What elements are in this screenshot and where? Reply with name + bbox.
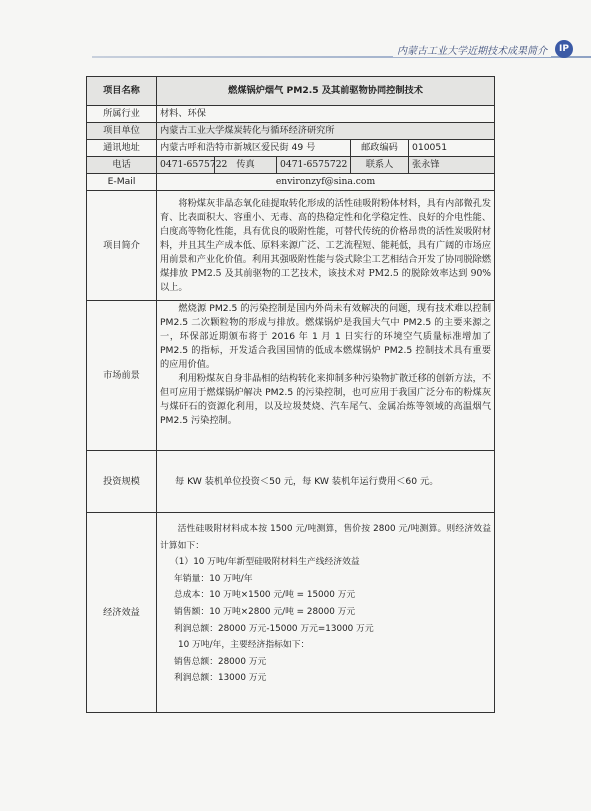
econ-line: 年销量：10 万吨/年 <box>174 573 253 584</box>
invest-label: 投资规模 <box>87 451 157 513</box>
address-row <box>87 140 495 157</box>
contact-value: 张永锋 <box>409 157 495 174</box>
postcode-label: 邮政编码 <box>351 140 409 157</box>
econ-line: 销售额：10 万吨×2800 元/吨 = 28000 万元 <box>174 606 356 617</box>
phone-label: 电话 <box>87 157 157 174</box>
market-cell <box>157 301 495 451</box>
unit-row <box>87 123 495 140</box>
econ-row <box>87 513 495 713</box>
market-paragraph-1: 燃烧源 PM2.5 的污染控制是国内外尚未有效解决的问题，现有技术难以控制 PM2.5 二次颗粒物的形成与排放。燃煤锅炉是我国大气中 PM2.5 的主要来源之一，环保部近期颁布将于 2016 年 1 月 1 日实行的环境空气质量标准增加了 PM2.5 的指标，开发适合我国国情的低成本燃煤锅炉 PM2.5 控制技术具有重要的应用价值。 <box>160 303 492 370</box>
email-value: environzyf@sina.com <box>157 174 495 191</box>
econ-line: 利润总额：13000 万元 <box>174 673 267 684</box>
postcode-value: 010051 <box>409 140 495 157</box>
project-info-table <box>86 76 495 713</box>
intro-text: 将粉煤灰非晶态氧化硅提取转化形成的活性硅吸附粉体材料，具有内部微孔发育、比表面积大、容重小、无毒、高的热稳定性和化学稳定性、良好的介电性能、白度高等物化性能，具有优良的吸附性能，可替代传统的价格昂贵的活性炭吸附材料，并且其生产成本低、原料来源广泛、工艺流程短、能耗低，具有广阔的市场应用前景和产业化价值。利用其强吸附性能与袋式除尘工艺相结合开发了协同脱除燃煤排放 PM2.5 及其前驱物的工艺技术，该技术对 PM2.5 的脱除效率达到 90%以上。 <box>160 197 492 293</box>
phone-value: 0471-6575722 <box>157 157 215 174</box>
invest-row <box>87 451 495 513</box>
fax-label: 传真 <box>215 157 277 174</box>
econ-line: （1）10 万吨/年新型硅吸附材料生产线经济效益 <box>170 557 360 568</box>
contact-label: 联系人 <box>351 157 409 174</box>
market-label: 市场前景 <box>87 301 157 451</box>
econ-line: 总成本：10 万吨×1500 元/吨 = 15000 万元 <box>174 590 356 601</box>
project-name-label: 项目名称 <box>87 77 157 106</box>
title-row <box>87 77 495 106</box>
intro-cell <box>157 191 495 301</box>
market-row <box>87 301 495 451</box>
header-title: 内蒙古工业大学近期技术成果简介 <box>393 42 551 57</box>
econ-line: 10 万吨/年，主要经济指标如下： <box>178 640 310 651</box>
phone-row <box>87 157 495 174</box>
page-header <box>0 42 591 66</box>
intro-row <box>87 191 495 301</box>
university-logo-icon: IP <box>555 40 573 58</box>
email-row <box>87 174 495 191</box>
industry-label: 所属行业 <box>87 106 157 123</box>
econ-intro: 活性硅吸附材料成本按 1500 元/吨测算，售价按 2800 元/吨测算。则经济效益计算如下： <box>160 524 492 551</box>
intro-label: 项目简介 <box>87 191 157 301</box>
email-label: E-Mail <box>87 174 157 191</box>
industry-value: 材料、环保 <box>157 106 495 123</box>
invest-text: 每 KW 装机单位投资＜50 元，每 KW 装机年运行费用＜60 元。 <box>157 451 495 513</box>
econ-line: 销售总额：28000 万元 <box>174 656 267 667</box>
fax-value: 0471-6575722 <box>277 157 351 174</box>
market-paragraph-2: 利用粉煤灰自身非晶相的结构转化来抑制多种污染物扩散迁移的创新方法，不但可应用于燃煤锅炉解决 PM2.5 的污染控制，也可应用于我国广泛分布的粉煤灰与煤矸石的资源化利用，以及垃圾焚烧、汽车尾气、金属冶炼等领域的高温烟气 PM2.5 污染控制。 <box>160 373 492 426</box>
address-label: 通讯地址 <box>87 140 157 157</box>
address-value: 内蒙古呼和浩特市新城区爱民街 49 号 <box>157 140 351 157</box>
unit-value: 内蒙古工业大学煤炭转化与循环经济研究所 <box>157 123 495 140</box>
industry-row <box>87 106 495 123</box>
unit-label: 项目单位 <box>87 123 157 140</box>
econ-cell <box>157 513 495 713</box>
econ-label: 经济效益 <box>87 513 157 713</box>
econ-line: 利润总额：28000 万元-15000 万元=13000 万元 <box>174 623 374 634</box>
project-name-value: 燃煤锅炉烟气 PM2.5 及其前驱物协同控制技术 <box>157 77 495 106</box>
